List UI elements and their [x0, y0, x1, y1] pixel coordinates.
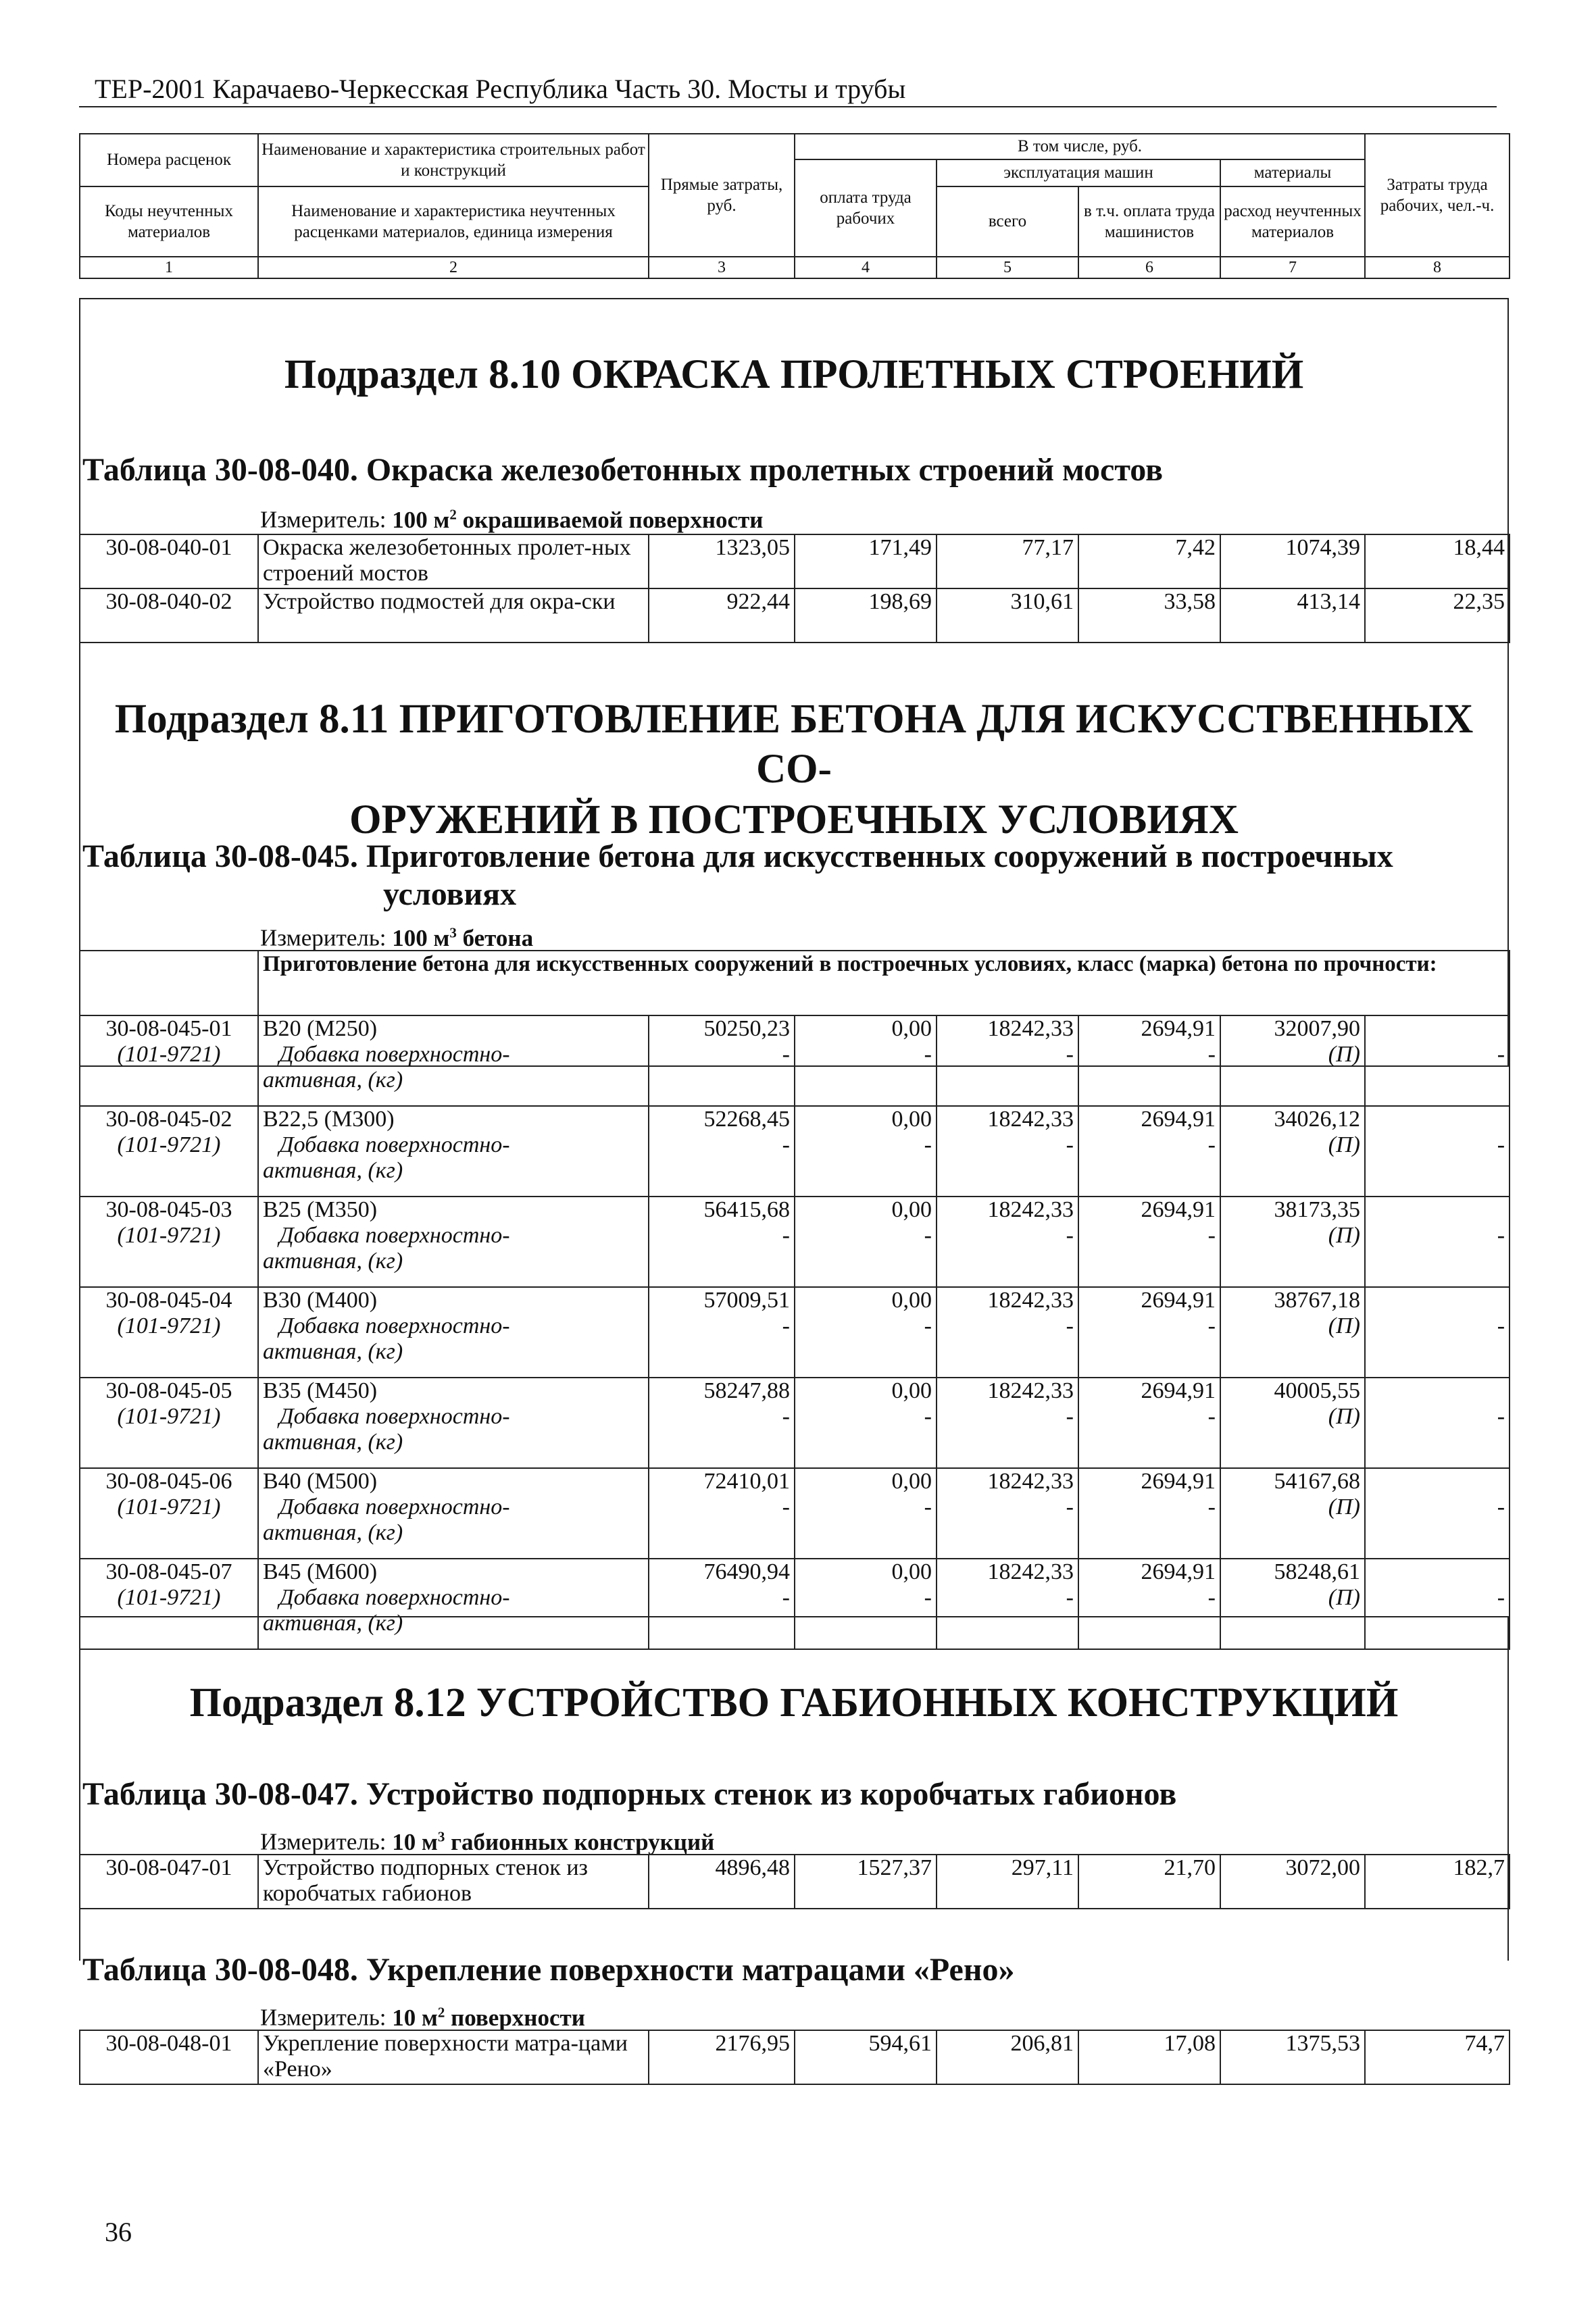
material-name: Добавка поверхностно-	[279, 1042, 510, 1067]
rate-name: В30 (М400) Добавка поверхностно- активная, (кг)	[258, 1287, 649, 1378]
materials: 58248,61 (П)	[1220, 1559, 1365, 1649]
direct-costs: 4896,48	[649, 1855, 795, 1909]
machinists-pay: 2694,91 -	[1078, 1468, 1220, 1559]
table-30-08-045	[79, 950, 1510, 1650]
rate-name: В35 (М450) Добавка поверхностно- активная, (кг)	[258, 1378, 649, 1468]
header-col4: оплата труда рабочих	[795, 159, 937, 257]
direct-costs: 2176,95	[649, 2030, 795, 2084]
materials: 3072,00	[1220, 1855, 1365, 1909]
table-30-08-048	[79, 2030, 1510, 2085]
labor-hours	[1365, 1197, 1510, 1287]
dash: -	[1207, 1223, 1216, 1248]
labor-pay: 171,49	[795, 534, 937, 588]
material-name: Добавка поверхностно-	[279, 1404, 510, 1429]
dash: -	[1207, 1494, 1216, 1519]
machines-total: 18242,33 -	[937, 1559, 1078, 1649]
direct-costs: 76490,94 -	[649, 1559, 795, 1649]
table-row	[80, 1378, 1510, 1468]
header-col2-bottom: Наименование и характеристика неучтенных расценками материалов, единица измерения	[258, 186, 649, 257]
header-col1-top: Номера расценок	[80, 134, 258, 186]
dash: -	[1066, 1132, 1074, 1157]
direct-costs: 72410,01 -	[649, 1468, 795, 1559]
labor-pay: 0,00 -	[795, 1468, 937, 1559]
header-col2-top: Наименование и характеристика строительных работ и конструкций	[258, 134, 649, 186]
measure-unit: Измеритель: 10 $м^3$ габионных конструкций	[260, 1828, 715, 1855]
machinists-pay: 2694,91 -	[1078, 1559, 1220, 1649]
labor-pay: 594,61	[795, 2030, 937, 2084]
materials: 1074,39	[1220, 534, 1365, 588]
dash: -	[782, 1223, 790, 1248]
direct-costs: 922,44	[649, 588, 795, 643]
materials: 34026,12 (П)	[1220, 1106, 1365, 1197]
material-code: (101-9721)	[117, 1494, 221, 1519]
machines-total: 18242,33 -	[937, 1015, 1078, 1106]
dash: -	[1497, 1132, 1505, 1157]
col-number: 4	[795, 257, 937, 278]
rate-code: 30-08-040-01	[80, 534, 258, 588]
dash: -	[1497, 1404, 1505, 1429]
subsection-title: Подраздел 8.11 ПРИГОТОВЛЕНИЕ БЕТОНА ДЛЯ ИСКУССТВЕННЫХ СО- ОРУЖЕНИЙ В ПОСТРОЕЧНЫХ УСЛОВИЯХ	[114, 697, 1474, 842]
col-number: 6	[1078, 257, 1220, 278]
material-unit-note: (П)	[1328, 1223, 1360, 1248]
col-number: 5	[937, 257, 1078, 278]
machines-total: 18242,33 -	[937, 1378, 1078, 1468]
material-name: Добавка поверхностно-	[279, 1585, 510, 1610]
material-unit-note: (П)	[1328, 1132, 1360, 1157]
table-title: Таблица 30-08-045. Приготовление бетона для искусственных сооружений в построечных	[82, 838, 1393, 874]
rate-name: В20 (М250) Добавка поверхностно- активная, (кг)	[258, 1015, 649, 1106]
dash: -	[1497, 1494, 1505, 1519]
material-name-cont: активная, (кг)	[263, 1158, 403, 1183]
rate-code: 30-08-045-03 (101-9721)	[80, 1197, 258, 1287]
rate-name: В25 (М350) Добавка поверхностно- активная, (кг)	[258, 1197, 649, 1287]
rate-code: 30-08-048-01	[80, 2030, 258, 2084]
dash: -	[782, 1042, 790, 1067]
material-unit-note: (П)	[1328, 1042, 1360, 1067]
dash: -	[1066, 1404, 1074, 1429]
materials: 38767,18 (П)	[1220, 1287, 1365, 1378]
dash: -	[924, 1132, 932, 1157]
rate-code: 30-08-045-05 (101-9721)	[80, 1378, 258, 1468]
material-code: (101-9721)	[117, 1404, 221, 1429]
rate-name: Устройство подпорных стенок из коробчатых габионов	[258, 1855, 649, 1909]
machines-total: 310,61	[937, 588, 1078, 643]
materials: 40005,55 (П)	[1220, 1378, 1365, 1468]
material-name-cont: активная, (кг)	[263, 1611, 403, 1636]
rate-code: 30-08-045-01 (101-9721)	[80, 1015, 258, 1106]
direct-costs: 57009,51 -	[649, 1287, 795, 1378]
table-row	[80, 1197, 1510, 1287]
header-col8: Затраты труда рабочих, чел.-ч.	[1365, 134, 1510, 257]
materials: 54167,68 (П)	[1220, 1468, 1365, 1559]
table-row	[80, 1287, 1510, 1378]
dash: -	[782, 1404, 790, 1429]
table-row	[80, 588, 1510, 643]
labor-pay: 0,00 -	[795, 1197, 937, 1287]
header-col7: расход неучтенных материалов	[1220, 186, 1365, 257]
materials: 38173,35 (П)	[1220, 1197, 1365, 1287]
dash: -	[924, 1585, 932, 1610]
machines-total: 18242,33 -	[937, 1468, 1078, 1559]
subsection-title: Подраздел 8.10 ОКРАСКА ПРОЛЕТНЫХ СТРОЕНИЙ	[284, 352, 1304, 397]
machines-total: 77,17	[937, 534, 1078, 588]
dash: -	[924, 1042, 932, 1067]
header-col5: всего	[937, 186, 1078, 257]
materials: 1375,53	[1220, 2030, 1365, 2084]
material-name: Добавка поверхностно-	[279, 1494, 510, 1519]
table-row	[80, 1015, 1510, 1106]
header-machines: эксплуатация машин	[937, 159, 1220, 186]
section-frame	[79, 1616, 1509, 1909]
material-code: (101-9721)	[117, 1042, 221, 1067]
table-title: Таблица 30-08-048. Укрепление поверхности матрацами «Рено»	[82, 1952, 1015, 1988]
table-title: Таблица 30-08-040. Окраска железобетонных пролетных строений мостов	[82, 452, 1164, 488]
labor-hours	[1365, 1015, 1510, 1106]
header-rule	[79, 106, 1497, 107]
dash: -	[1497, 1223, 1505, 1248]
header-group: В том числе, руб.	[795, 134, 1365, 159]
labor-hours	[1365, 1106, 1510, 1197]
header-col6: в т.ч. оплата труда машинистов	[1078, 186, 1220, 257]
dash: -	[1066, 1585, 1074, 1610]
subsection-title: Подраздел 8.12 УСТРОЙСТВО ГАБИОННЫХ КОНСТРУКЦИЙ	[189, 1680, 1399, 1726]
labor-hours	[1365, 1378, 1510, 1468]
page-number: 36	[105, 2217, 132, 2247]
labor-hours: 74,7	[1365, 2030, 1510, 2084]
dash: -	[1497, 1313, 1505, 1338]
machines-total: 18242,33 -	[937, 1197, 1078, 1287]
rate-name: В45 (М600) Добавка поверхностно- активная, (кг)	[258, 1559, 649, 1649]
measure-unit: Измеритель: 100 $м^2$ окрашиваемой поверхности	[260, 506, 764, 533]
machinists-pay: 21,70	[1078, 1855, 1220, 1909]
dash: -	[1207, 1313, 1216, 1338]
table-row	[80, 1106, 1510, 1197]
dash: -	[1207, 1404, 1216, 1429]
rate-name: Окраска железобетонных пролет-ных строений мостов	[258, 534, 649, 588]
labor-pay: 0,00 -	[795, 1015, 937, 1106]
dash: -	[1497, 1042, 1505, 1067]
material-name: Добавка поверхностно-	[279, 1313, 510, 1338]
machinists-pay: 2694,91 -	[1078, 1015, 1220, 1106]
material-name-cont: активная, (кг)	[263, 1339, 403, 1364]
material-code: (101-9721)	[117, 1132, 221, 1157]
rate-code: 30-08-045-07 (101-9721)	[80, 1559, 258, 1649]
machinists-pay: 33,58	[1078, 588, 1220, 643]
materials: 413,14	[1220, 588, 1365, 643]
header-col3: Прямые затраты, руб.	[649, 134, 795, 257]
rate-name: Укрепление поверхности матра-цами «Рено»	[258, 2030, 649, 2084]
column-header-table	[79, 133, 1510, 279]
dash: -	[782, 1494, 790, 1519]
rate-code: 30-08-047-01	[80, 1855, 258, 1909]
rate-code: 30-08-045-04 (101-9721)	[80, 1287, 258, 1378]
dash: -	[924, 1494, 932, 1519]
direct-costs: 56415,68 -	[649, 1197, 795, 1287]
material-name-cont: активная, (кг)	[263, 1520, 403, 1545]
dash: -	[1066, 1494, 1074, 1519]
col-number: 8	[1365, 257, 1510, 278]
dash: -	[782, 1313, 790, 1338]
dash: -	[782, 1132, 790, 1157]
rate-code: 30-08-040-02	[80, 588, 258, 643]
rate-code: 30-08-045-06 (101-9721)	[80, 1468, 258, 1559]
col-number: 1	[80, 257, 258, 278]
material-name: Добавка поверхностно-	[279, 1132, 510, 1157]
machines-total: 18242,33 -	[937, 1106, 1078, 1197]
labor-pay: 198,69	[795, 588, 937, 643]
material-name: Добавка поверхностно-	[279, 1223, 510, 1248]
material-unit-note: (П)	[1328, 1313, 1360, 1338]
machinists-pay: 2694,91 -	[1078, 1287, 1220, 1378]
labor-pay: 0,00 -	[795, 1106, 937, 1197]
direct-costs: 58247,88 -	[649, 1378, 795, 1468]
group-title: Приготовление бетона для искусственных сооружений в построечных условиях, класс (марка) бетона по прочности:	[258, 951, 1510, 1015]
dash: -	[1066, 1223, 1074, 1248]
material-name-cont: активная, (кг)	[263, 1249, 403, 1274]
labor-pay: 0,00 -	[795, 1559, 937, 1649]
labor-hours	[1365, 1287, 1510, 1378]
materials: 32007,90 (П)	[1220, 1015, 1365, 1106]
rate-code: 30-08-045-02 (101-9721)	[80, 1106, 258, 1197]
dash: -	[1207, 1042, 1216, 1067]
machinists-pay: 17,08	[1078, 2030, 1220, 2084]
col-number: 7	[1220, 257, 1365, 278]
labor-hours	[1365, 1468, 1510, 1559]
labor-pay: 1527,37	[795, 1855, 937, 1909]
machinists-pay: 7,42	[1078, 534, 1220, 588]
dash: -	[1066, 1313, 1074, 1338]
material-name-cont: активная, (кг)	[263, 1067, 403, 1092]
dash: -	[1066, 1042, 1074, 1067]
table-title-continued: условиях	[383, 876, 517, 912]
direct-costs: 1323,05	[649, 534, 795, 588]
table-row	[80, 1468, 1510, 1559]
rate-name: В22,5 (М300) Добавка поверхностно- активная, (кг)	[258, 1106, 649, 1197]
machinists-pay: 2694,91 -	[1078, 1197, 1220, 1287]
labor-hours: 182,7	[1365, 1855, 1510, 1909]
labor-hours: 22,35	[1365, 588, 1510, 643]
col-number: 3	[649, 257, 795, 278]
material-code: (101-9721)	[117, 1313, 221, 1338]
direct-costs: 50250,23 -	[649, 1015, 795, 1106]
machinists-pay: 2694,91 -	[1078, 1106, 1220, 1197]
material-unit-note: (П)	[1328, 1494, 1360, 1519]
dash: -	[924, 1223, 932, 1248]
material-code: (101-9721)	[117, 1223, 221, 1248]
labor-pay: 0,00 -	[795, 1287, 937, 1378]
table-30-08-040	[79, 534, 1510, 643]
measure-unit: Измеритель: 10 $м^2$ поверхности	[260, 2004, 585, 2031]
machines-total: 206,81	[937, 2030, 1078, 2084]
dash: -	[1497, 1585, 1505, 1610]
col-number: 2	[258, 257, 649, 278]
material-unit-note: (П)	[1328, 1585, 1360, 1610]
dash: -	[1207, 1132, 1216, 1157]
table-row	[80, 2030, 1510, 2084]
document-header: ТЕР-2001 Карачаево-Черкесская Республика Часть 30. Мосты и трубы	[95, 74, 906, 104]
table-row	[80, 534, 1510, 588]
machines-total: 297,11	[937, 1855, 1078, 1909]
dash: -	[1207, 1585, 1216, 1610]
dash: -	[924, 1404, 932, 1429]
machines-total: 18242,33 -	[937, 1287, 1078, 1378]
measure-unit: Измеритель: 100 $м^3$ бетона	[260, 924, 534, 951]
material-code: (101-9721)	[117, 1585, 221, 1610]
labor-pay: 0,00 -	[795, 1378, 937, 1468]
direct-costs: 52268,45 -	[649, 1106, 795, 1197]
machinists-pay: 2694,91 -	[1078, 1378, 1220, 1468]
header-materials: материалы	[1220, 159, 1365, 186]
dash: -	[782, 1585, 790, 1610]
material-name-cont: активная, (кг)	[263, 1430, 403, 1455]
table-title: Таблица 30-08-047. Устройство подпорных стенок из коробчатых габионов	[82, 1776, 1177, 1812]
dash: -	[924, 1313, 932, 1338]
header-col1-bottom: Коды неучтенных материалов	[80, 186, 258, 257]
rate-name: В40 (М500) Добавка поверхностно- активная, (кг)	[258, 1468, 649, 1559]
rate-name: Устройство подмостей для окра-ски	[258, 588, 649, 643]
labor-hours: 18,44	[1365, 534, 1510, 588]
material-unit-note: (П)	[1328, 1404, 1360, 1429]
